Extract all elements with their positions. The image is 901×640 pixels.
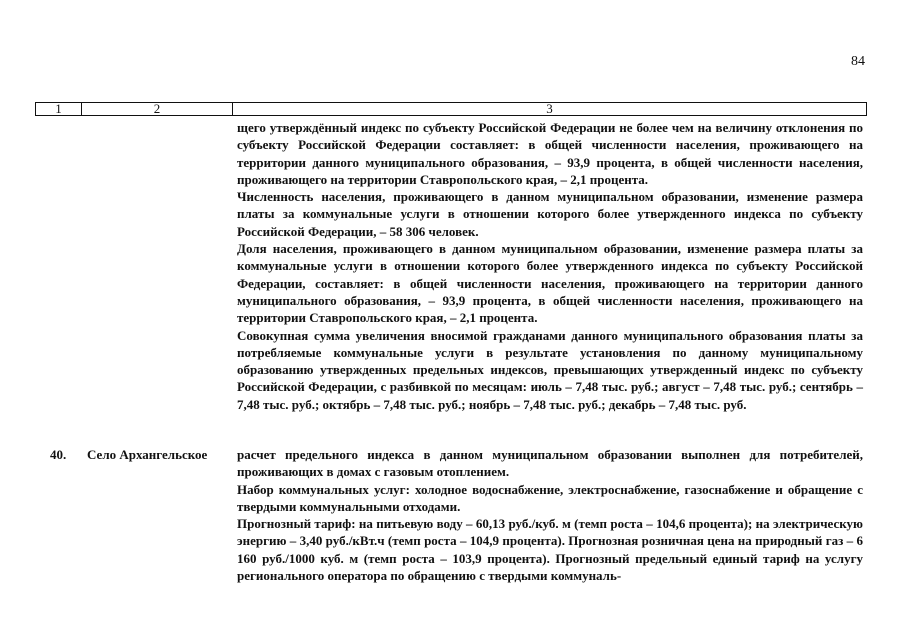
paragraph: Доля населения, проживающего в данном муниципальном образовании, изменение размера платы за коммунальные услуги в отношении которого более утвержденного индекса по субъекту Российской Федерации, составляет: в общей численности населения, проживающего на территории данного муниципального образования, – 93,9 процента, в общей численности населения, проживающего на территории Ставропольского края, – 2,1 процента.	[237, 241, 863, 326]
row-40-content	[237, 446, 863, 584]
paragraph: расчет предельного индекса в данном муниципальном образовании выполнен для потребителей, проживающих в домах с газовым отоплением.	[237, 447, 863, 480]
table-header-row	[35, 102, 867, 116]
paragraph: Численность населения, проживающего в данном муниципальном образовании, изменение размера платы за коммунальные услуги в отношении которого более утвержденного индекса по субъекту Российской Федерации, – 58 306 человек.	[237, 189, 863, 239]
row-number: 40.	[50, 447, 67, 462]
paragraph: Прогнозный тариф: на питьевую воду – 60,13 руб./куб. м (темп роста – 104,6 процента); на электрическую энергию – 3,40 руб./кВт.ч (темп роста – 104,9 процента). Прогнозная розничная цена на природный газ – 6 160 руб./1000 куб. м (темп роста – 103,9 процента). Прогнозный предельный единый тариф на услугу регионального оператора по обращению с твердыми коммуналь-	[237, 516, 863, 584]
paragraph: Набор коммунальных услуг: холодное водоснабжение, электроснабжение, газоснабжение и обращение с твердыми коммунальными отходами.	[237, 481, 863, 514]
continuation-block	[237, 119, 863, 413]
header-col-2: 2	[82, 103, 233, 115]
paragraph: Совокупная сумма увеличения вносимой гражданами данного муниципального образования платы за потребляемые коммунальные услуги в результате установления по данному муниципальному образованию утвержденных предельных индексов, превышающих утвержденный индекс по субъекту Российской Федерации, с разбивкой по месяцам: июль – 7,48 тыс. руб.; август – 7,48 тыс. руб.; сентябрь – 7,48 тыс. руб.; октябрь – 7,48 тыс. руб.; ноябрь – 7,48 тыс. руб.; декабрь – 7,48 тыс. руб.	[237, 327, 863, 412]
paragraph: щего утверждённый индекс по субъекту Российской Федерации не более чем на величину отклонения по субъекту Российской Федерации составляет: в общей численности населения, проживающего на территории данного муниципального образования, – 93,9 процента, в общей численности населения, проживающего на территории Ставропольского края, – 2,1 процента.	[237, 120, 863, 187]
page-number: 84	[851, 54, 865, 69]
header-col-1: 1	[36, 103, 82, 115]
municipality-name: Село Архангельское	[87, 447, 208, 462]
header-col-3: 3	[546, 101, 553, 116]
